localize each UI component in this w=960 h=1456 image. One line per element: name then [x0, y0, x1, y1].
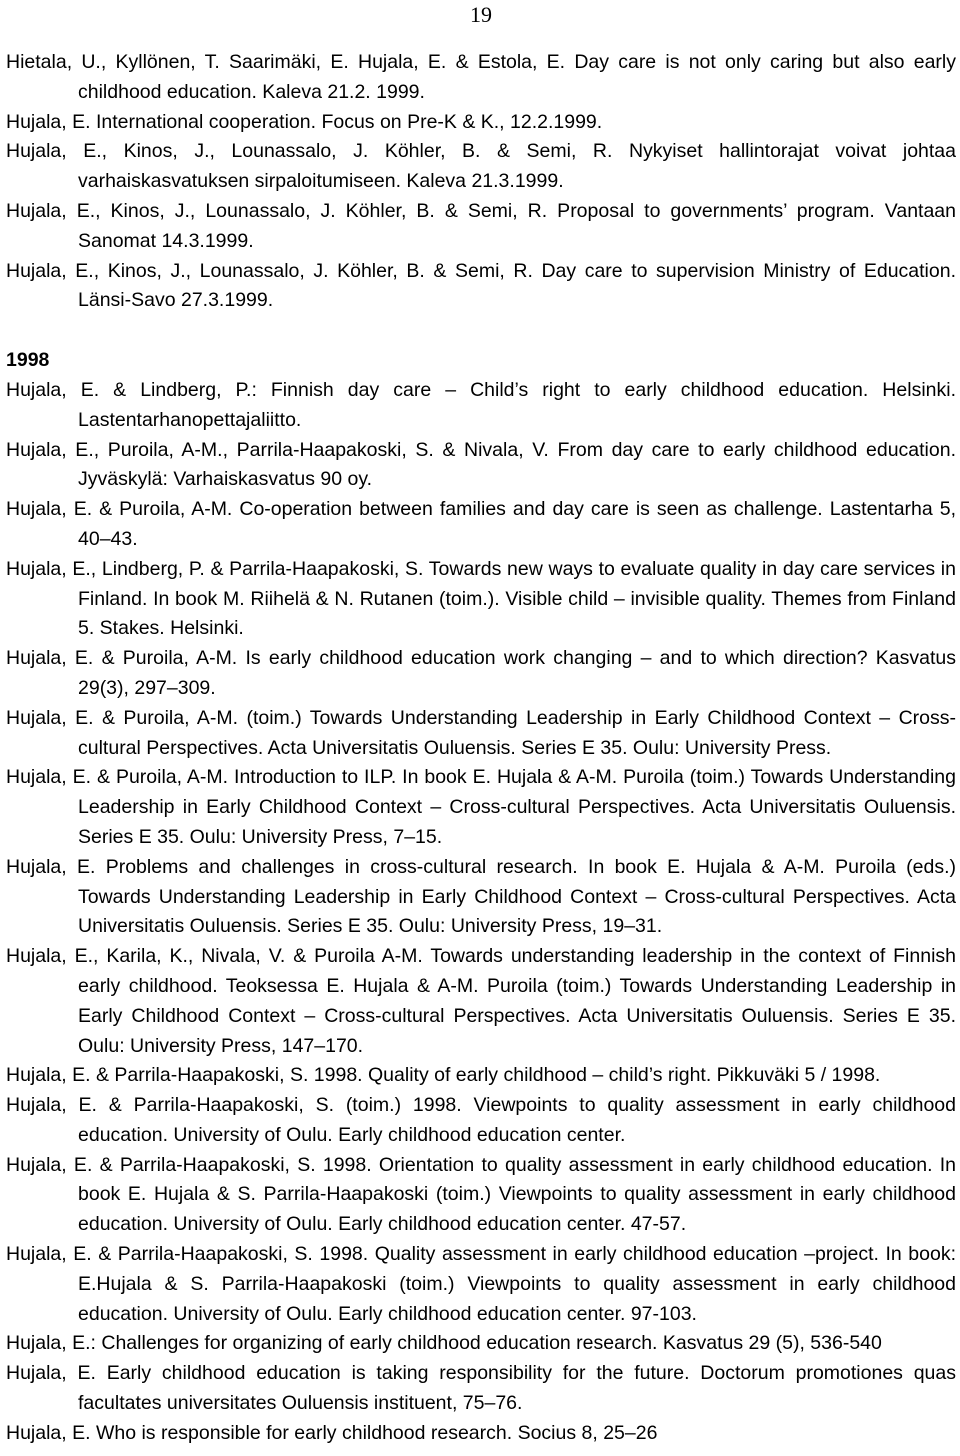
reference-entry: Hujala, E. & Parrila-Haapakoski, S. 1998. Orientation to quality assessment in early childhood education. In book E. Hujala & S. Parrila-Haapakoski (toim.) Viewpoints to quality assessment in early childhood education. University of Oulu. Early childhood education center. 47-57. [6, 1153, 956, 1236]
reference-entry: Hujala, E. Who is responsible for early childhood research. Socius 8, 25–26 [6, 1421, 658, 1444]
reference-list [6, 48, 956, 1449]
reference-entry: Hujala, E. & Parrila-Haapakoski, S. 1998. Quality of early childhood – child’s right. Pikkuväki 5 / 1998. [6, 1064, 881, 1087]
reference-entry: Hujala, E., Karila, K., Nivala, V. & Puroila A-M. Towards understanding leadership in the context of Finnish early childhood. Teoksessa E. Hujala & A-M. Puroila (toim.) Towards Understanding Leadership in Early Childhood Context – Cross-cultural Perspectives. Acta Universitatis Ouluensis. Series E 35. Oulu: University Press, 147–170. [6, 945, 956, 1057]
reference-entry: Hujala, E. Problems and challenges in cross-cultural research. In book E. Hujala & A-M. Puroila (eds.) Towards Understanding Leadership in Early Childhood Context – Cross-cultural Perspectives. Acta Universitatis Ouluensis. Series E 35. Oulu: University Press, 19–31. [6, 855, 956, 938]
reference-entry: Hujala, E., Kinos, J., Lounassalo, J. Köhler, B. & Semi, R. Nykyiset hallintorajat voivat johtaa varhaiskasvatuksen sirpaloitumiseen. Kaleva 21.3.1999. [6, 140, 956, 193]
reference-entry: Hujala, E. & Lindberg, P.: Finnish day care – Child’s right to early childhood education. Helsinki. Lastentarhanopettajaliitto. [6, 378, 956, 431]
reference-entry: Hujala, E. & Puroila, A-M. Introduction to ILP. In book E. Hujala & A-M. Puroila (toim.) Towards Understanding Leadership in Early Childhood Context – Cross-cultural Perspectives. Acta Universitatis Ouluensis. Series E 35. Oulu: University Press, 7–15. [6, 766, 956, 848]
reference-entry: Hujala, E. International cooperation. Focus on Pre-K & K., 12.2.1999. [6, 110, 603, 133]
reference-entry: Hujala, E. & Puroila, A-M. (toim.) Towards Understanding Leadership in Early Childhood Context – Cross-cultural Perspectives. Acta Universitatis Ouluensis. Series E 35. Oulu: University Press. [6, 706, 956, 759]
reference-entry: Hujala, E., Lindberg, P. & Parrila-Haapakoski, S. Towards new ways to evaluate quality in day care services in Finland. In book M. Riihelä & N. Rutanen (toim.). Visible child – invisible quality. Themes from Finland 5. Stakes. Helsinki. [6, 557, 956, 640]
reference-entry: Hujala, E., Puroila, A-M., Parrila-Haapakoski, S. & Nivala, V. From day care to early childhood education. Jyväskylä: Varhaiskasvatus 90 oy. [6, 438, 956, 491]
reference-entry: Hujala, E. Early childhood education is taking responsibility for the future. Doctorum promotiones quas facultates universitates Ouluensis instituent, 75–76. [6, 1362, 956, 1415]
reference-entry: Hujala, E. & Parrila-Haapakoski, S. 1998. Quality assessment in early childhood education –project. In book: E.Hujala & S. Parrila-Haapakoski (toim.) Viewpoints to quality assessment in early childhood education. University of Oulu. Early childhood education center. 97-103. [6, 1243, 956, 1325]
reference-entry: Hujala, E. & Parrila-Haapakoski, S. (toim.) 1998. Viewpoints to quality assessment in early childhood education. University of Oulu. Early childhood education center. [6, 1094, 956, 1146]
reference-entry: Hujala, E. & Puroila, A-M. Co-operation between families and day care is seen as challenge. Lastentarha 5, 40–43. [6, 498, 956, 550]
year-heading: 1998 [6, 349, 50, 372]
page-number: 19 [470, 2, 492, 27]
reference-entry: Hietala, U., Kyllönen, T. Saarimäki, E. Hujala, E. & Estola, E. Day care is not only caring but also early childhood education. Kaleva 21.2. 1999. [6, 51, 956, 103]
reference-entry: Hujala, E., Kinos, J., Lounassalo, J. Köhler, B. & Semi, R. Day care to supervision Ministry of Education. Länsi-Savo 27.3.1999. [6, 259, 956, 312]
reference-entry: Hujala, E. & Puroila, A-M. Is early childhood education work changing – and to which direction? Kasvatus 29(3), 297–309. [6, 647, 956, 699]
reference-entry: Hujala, E., Kinos, J., Lounassalo, J. Köhler, B. & Semi, R. Proposal to governments’ program. Vantaan Sanomat 14.3.1999. [6, 199, 956, 252]
reference-entry: Hujala, E.: Challenges for organizing of early childhood education research. Kasvatus 29 (5), 536-540 [6, 1332, 882, 1355]
